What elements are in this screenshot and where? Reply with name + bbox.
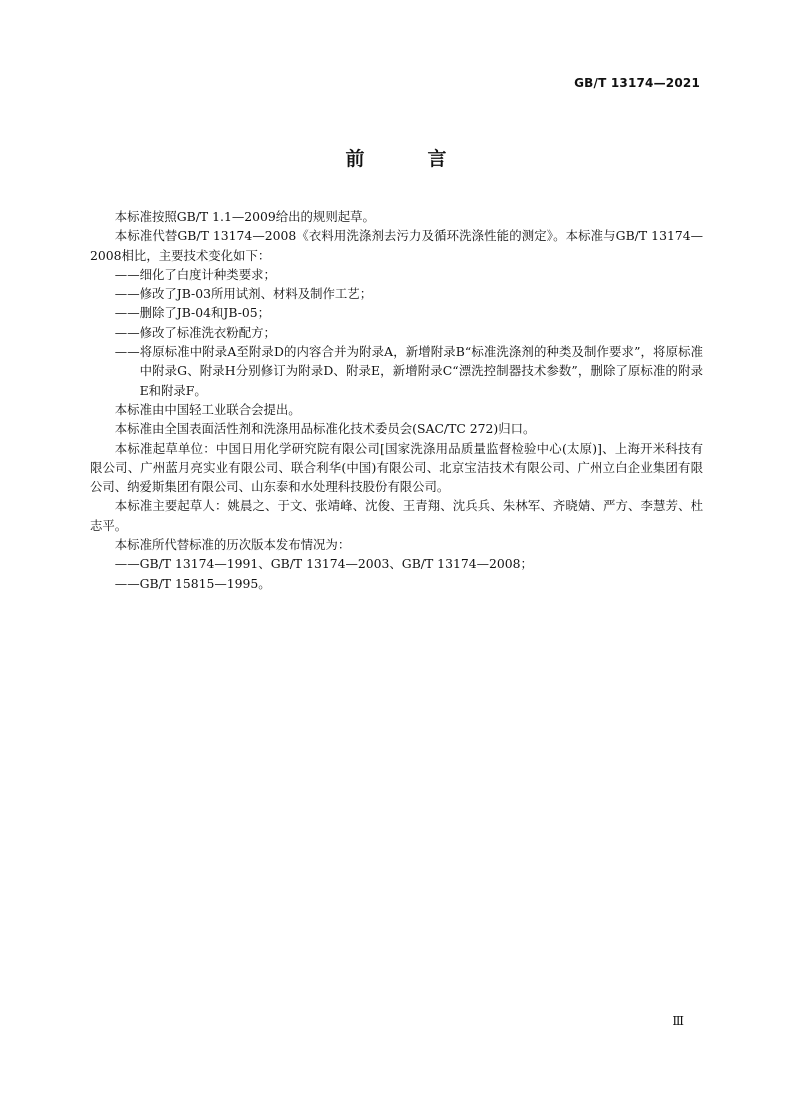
- list-item: ——细化了白度计种类要求；: [114, 266, 276, 282]
- paragraph: 本标准所代替标准的历次版本发布情况为：: [114, 537, 351, 553]
- document-code: GB/T 13174—2021: [574, 76, 700, 90]
- paragraph: 本标准由全国表面活性剂和洗涤用品标准化技术委员会(SAC/TC 272)归口。: [114, 421, 536, 437]
- paragraph: 本标准代替GB/T 13174—2008《衣料用洗涤剂去污力及循环洗涤性能的测定》。本标准与GB/T 13174—2008相比，主要技术变化如下：: [90, 228, 703, 263]
- list-item: ——修改了JB-03所用试剂、材料及制作工艺；: [114, 286, 373, 302]
- page-number: Ⅲ: [672, 1014, 684, 1028]
- list-item: ——将原标准中附录A至附录D的内容合并为附录A，新增附录B“标准洗涤剂的种类及制作要求”，将原标准中附录G、附录H分别修订为附录D、附录E，新增附录C“漂洗控制器技术参数”，删除了原标准的附录E和附录F。: [114, 344, 703, 398]
- foreword-body: [90, 207, 703, 593]
- paragraph: 本标准按照GB/T 1.1—2009给出的规则起草。: [114, 209, 375, 224]
- list-item: ——GB/T 15815—1995。: [114, 575, 271, 591]
- paragraph: 本标准由中国轻工业联合会提出。: [114, 401, 301, 417]
- list-item: ——删除了JB-04和JB-05；: [114, 305, 271, 321]
- list-item: ——GB/T 13174—1991、GB/T 13174—2003、GB/T 13174—2008；: [114, 556, 533, 572]
- paragraph: 本标准主要起草人：姚晨之、于文、张靖峰、沈俊、王青翔、沈兵兵、朱林军、齐晓婧、严方、李慧芳、杜志平。: [90, 498, 703, 533]
- paragraph: 本标准起草单位：中国日用化学研究院有限公司[国家洗涤用品质量监督检验中心(太原)]、上海开米科技有限公司、广州蓝月亮实业有限公司、联合利华(中国)有限公司、北京宝洁技术有限公司、广州立白企业集团有限公司、纳爱斯集团有限公司、山东泰和水处理科技股份有限公司。: [90, 440, 703, 495]
- page-title: 前 言: [345, 148, 469, 170]
- list-item: ——修改了标准洗衣粉配方；: [114, 324, 276, 340]
